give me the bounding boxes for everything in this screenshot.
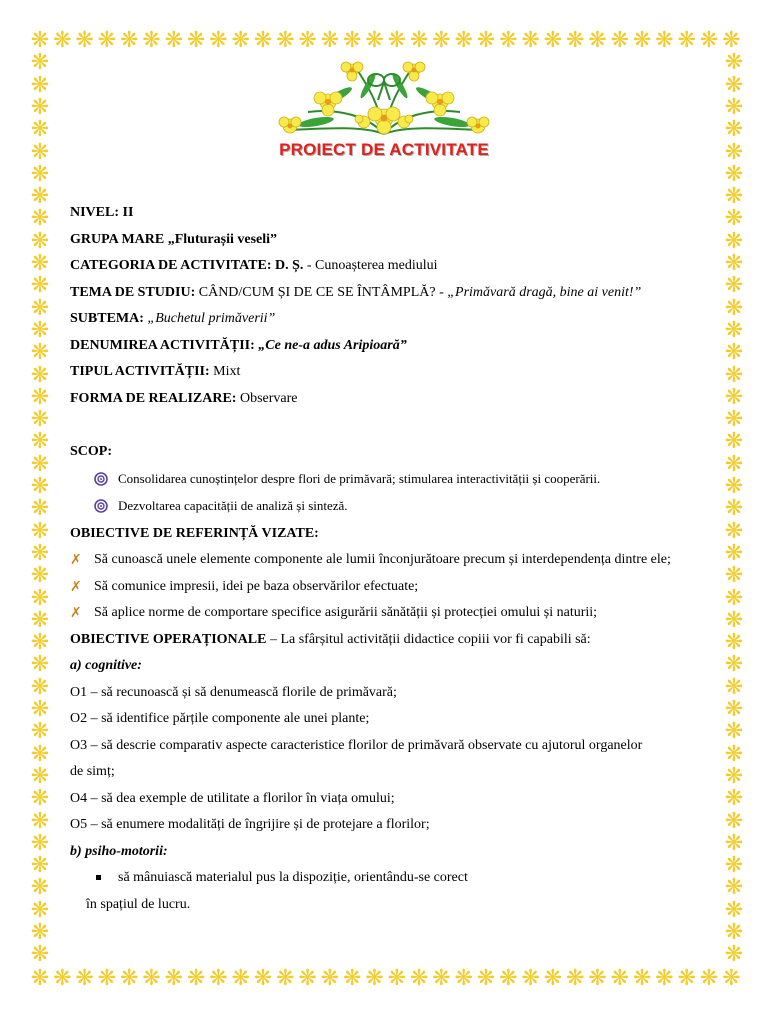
star-border-icon: ❋: [724, 540, 744, 566]
info-grupa: [70, 227, 710, 254]
info-label: SUBTEMA:: [70, 311, 144, 326]
star-border-icon: ❋: [365, 966, 384, 991]
star-border-icon: ❋: [320, 28, 340, 53]
star-border-icon: ❋: [30, 830, 50, 856]
star-border-icon: ❋: [724, 786, 744, 812]
star-border-icon: ❋: [724, 630, 744, 656]
info-label: TEMA DE STUDIU:: [70, 284, 196, 300]
star-border-icon: ❋: [724, 295, 744, 321]
star-border-icon: ❋: [342, 966, 362, 991]
page-title: PROIECT DE ACTIVITATE: [279, 140, 489, 159]
star-border-icon: ❋: [53, 28, 72, 53]
x-bullet-icon: ✗: [70, 605, 82, 621]
star-border-icon: ❋: [30, 920, 50, 945]
star-border-icon: ❋: [75, 28, 94, 53]
star-border-icon: ❋: [588, 28, 607, 53]
star-border-icon: ❋: [724, 897, 744, 923]
star-border-icon: ❋: [387, 28, 407, 53]
star-border-icon: ❋: [30, 407, 50, 433]
star-border-icon: ❋: [30, 273, 50, 299]
star-border-icon: ❋: [30, 362, 50, 388]
star-border-icon: ❋: [724, 741, 744, 767]
star-border-icon: ❋: [276, 966, 295, 991]
star-border-icon: ❋: [53, 966, 72, 991]
info-categoria: [70, 253, 710, 280]
star-border-icon: ❋: [724, 942, 744, 968]
star-border-icon: ❋: [722, 966, 741, 991]
star-border-icon: ❋: [724, 875, 744, 901]
star-border-icon: ❋: [499, 28, 518, 53]
obiectiv-referinta-item: [70, 574, 710, 601]
info-label: NIVEL: II: [70, 205, 134, 220]
star-border-icon: ❋: [724, 518, 744, 544]
obiectiv-referinta-text: Să comunice impresii, idei pe baza observărilor efectuate;: [94, 578, 419, 594]
obiectiv-referinta-text: Să cunoască unele elemente componente ale lumii înconjurătoare precum și interdependența dintre ele;: [94, 552, 671, 567]
info-label: TIPUL ACTIVITĂȚII:: [70, 364, 210, 379]
star-border-icon: ❋: [30, 808, 50, 834]
star-border-icon: ❋: [119, 28, 139, 53]
star-border-icon: ❋: [30, 563, 50, 589]
info-denumirea: [70, 333, 710, 360]
star-border-icon: ❋: [724, 117, 744, 143]
star-border-icon: ❋: [253, 966, 273, 991]
star-border-icon: ❋: [30, 607, 50, 633]
star-border-icon: ❋: [186, 966, 206, 991]
star-border-icon: ❋: [30, 897, 50, 923]
star-border-icon: ❋: [30, 652, 50, 678]
star-border-icon: ❋: [30, 251, 50, 276]
star-border-icon: ❋: [30, 161, 50, 187]
star-border-icon: ❋: [30, 295, 50, 321]
cognitive-item: O1 – să recunoască și să denumească florile de primăvară;: [70, 684, 397, 700]
star-border-icon: ❋: [724, 206, 744, 232]
obiective-referinta-heading: OBIECTIVE DE REFERINȚĂ VIZATE:: [70, 525, 319, 541]
star-border-icon: ❋: [30, 340, 50, 366]
scop-item: [70, 466, 710, 494]
info-nivel: [70, 200, 710, 227]
info-label: CATEGORIA DE ACTIVITATE: D. Ș.: [70, 258, 304, 273]
star-border-icon: ❋: [30, 94, 50, 120]
x-bullet-icon: ✗: [70, 552, 82, 568]
info-value: CÂND/CUM ȘI DE CE SE ÎNTÂMPLĂ? -: [195, 284, 448, 300]
star-border-icon: ❋: [724, 94, 744, 120]
star-border-icon: ❋: [724, 808, 744, 834]
star-border-icon: ❋: [30, 496, 50, 522]
info-tipul: [70, 359, 710, 386]
star-border-icon: ❋: [724, 184, 744, 210]
star-border-icon: ❋: [30, 139, 50, 165]
star-border-icon: ❋: [476, 28, 496, 53]
star-border-icon: ❋: [30, 966, 50, 991]
star-border-icon: ❋: [655, 28, 674, 53]
star-border-icon: ❋: [30, 451, 50, 477]
star-border-icon: ❋: [543, 966, 563, 991]
star-border-icon: ❋: [724, 451, 744, 477]
star-border-icon: ❋: [724, 830, 744, 856]
star-border-icon: ❋: [409, 28, 429, 53]
star-border-icon: ❋: [724, 496, 744, 522]
star-border-icon: ❋: [231, 966, 250, 991]
star-border-icon: ❋: [565, 28, 585, 53]
info-label: DENUMIREA ACTIVITĂȚII:: [70, 337, 255, 353]
star-border-icon: ❋: [454, 28, 473, 53]
x-bullet-icon: ✗: [70, 578, 82, 595]
star-border-icon: ❋: [30, 719, 50, 745]
star-border-icon: ❋: [30, 384, 50, 410]
psiho-motorii-heading: b) psiho-motorii:: [70, 843, 168, 859]
star-border-icon: ❋: [724, 719, 744, 745]
star-border-icon: ❋: [97, 28, 117, 53]
star-border-icon: ❋: [724, 607, 744, 633]
star-border-icon: ❋: [231, 28, 250, 53]
star-border-icon: ❋: [521, 28, 540, 53]
star-border-icon: ❋: [30, 474, 50, 499]
star-border-icon: ❋: [454, 966, 473, 991]
star-border-icon: ❋: [119, 966, 139, 991]
star-border-icon: ❋: [724, 697, 744, 722]
square-bullet-icon: [96, 875, 101, 880]
star-border-icon: ❋: [565, 966, 585, 991]
star-border-icon: ❋: [432, 966, 451, 991]
star-border-icon: ❋: [724, 474, 744, 499]
star-border-icon: ❋: [724, 362, 744, 388]
star-border-icon: ❋: [30, 317, 50, 343]
star-border-icon: ❋: [97, 966, 117, 991]
star-border-icon: ❋: [724, 920, 744, 945]
daffodil-header-image: [268, 56, 500, 140]
cognitive-heading: a) cognitive:: [70, 658, 142, 673]
info-forma: [70, 386, 710, 413]
star-border-icon: ❋: [30, 228, 50, 254]
star-border-icon: ❋: [724, 763, 744, 789]
star-border-icon: ❋: [30, 763, 50, 789]
info-label: FORMA DE REALIZARE:: [70, 390, 237, 406]
star-border-icon: ❋: [724, 853, 744, 879]
star-border-icon: ❋: [724, 429, 744, 455]
star-border-icon: ❋: [30, 630, 50, 656]
star-border-icon: ❋: [30, 875, 50, 901]
info-tema: [70, 280, 710, 307]
cognitive-item: O2 – să identifice părțile componente ale unei plante;: [70, 711, 370, 726]
star-border-icon: ❋: [75, 966, 94, 991]
star-border-icon: ❋: [164, 966, 184, 991]
star-border-icon: ❋: [724, 384, 744, 410]
star-border-icon: ❋: [724, 50, 744, 76]
obiective-operationale-intro: – La sfârșitul activității didactice copiii vor fi capabili să:: [266, 631, 591, 647]
star-border-icon: ❋: [699, 966, 719, 991]
star-border-icon: ❋: [655, 966, 674, 991]
info-extra: „Primăvară dragă, bine ai venit!”: [447, 284, 642, 300]
star-border-icon: ❋: [30, 518, 50, 544]
star-border-icon: ❋: [724, 340, 744, 366]
star-border-icon: ❋: [30, 674, 50, 700]
obiectiv-referinta-text: Să aplice norme de comportare specifice asigurării sănătății și protecției omului și naturii;: [94, 605, 598, 620]
psiho-item-continuation: în spațiul de lucru.: [86, 896, 191, 912]
document-body: [70, 200, 710, 918]
star-border-icon: ❋: [724, 139, 744, 165]
star-border-icon: ❋: [365, 28, 384, 53]
star-border-icon: ❋: [30, 786, 50, 812]
star-border-icon: ❋: [724, 674, 744, 700]
star-border-icon: ❋: [677, 28, 696, 53]
scop-heading: SCOP:: [70, 444, 112, 459]
star-border-icon: ❋: [253, 28, 273, 53]
star-border-icon: ❋: [30, 72, 50, 98]
psiho-item-text: să mânuiască materialul pus la dispoziție, orientându-se corect: [118, 870, 468, 885]
info-subtema: [70, 306, 710, 333]
info-extra: „Buchetul primăverii”: [143, 311, 276, 326]
star-border-icon: ❋: [30, 540, 50, 566]
psiho-item: [70, 865, 710, 892]
cognitive-item: O3 – să descrie comparativ aspecte caracteristice florilor de primăvară observate cu ajutorul organelor: [70, 737, 643, 753]
scop-item-text: Dezvoltarea capacității de analiză și sinteză.: [118, 498, 348, 513]
star-border-icon: ❋: [724, 317, 744, 343]
info-value: Observare: [236, 390, 298, 406]
star-border-icon: ❋: [30, 184, 50, 210]
star-border-icon: ❋: [209, 28, 228, 53]
info-value: - Cunoașterea mediului: [303, 258, 438, 273]
cognitive-item: O4 – să dea exemple de utilitate a florilor în viața omului;: [70, 790, 395, 806]
star-border-icon: ❋: [476, 966, 496, 991]
scop-item: [70, 493, 710, 521]
star-border-icon: ❋: [164, 28, 184, 53]
cognitive-item-continuation: de simț;: [70, 764, 115, 779]
star-border-icon: ❋: [276, 28, 295, 53]
star-border-icon: ❋: [632, 966, 652, 991]
obiective-operationale-heading: [70, 627, 710, 654]
cognitive-item: O5 – să enumere modalități de îngrijire și de protejare a florilor;: [70, 817, 430, 832]
star-border-icon: ❋: [342, 28, 362, 53]
spiral-bullet-icon: [94, 472, 108, 486]
star-border-icon: ❋: [724, 273, 744, 299]
star-border-icon: ❋: [521, 966, 540, 991]
info-value: Mixt: [209, 364, 241, 379]
star-border-icon: ❋: [724, 407, 744, 433]
star-border-icon: ❋: [30, 117, 50, 143]
star-border-icon: ❋: [610, 28, 630, 53]
star-border-icon: ❋: [30, 741, 50, 767]
star-border-icon: ❋: [298, 28, 317, 53]
star-border-icon: ❋: [588, 966, 607, 991]
star-border-icon: ❋: [722, 28, 741, 53]
star-border-icon: ❋: [320, 966, 340, 991]
star-border-icon: ❋: [30, 429, 50, 455]
star-border-icon: ❋: [30, 942, 50, 968]
star-border-icon: ❋: [677, 966, 696, 991]
scop-item-text: Consolidarea cunoștințelor despre flori de primăvară; stimularea interactivității și cooperării.: [118, 470, 601, 486]
star-border-icon: ❋: [142, 28, 161, 53]
spiral-bullet-icon: [94, 499, 108, 513]
obiective-operationale-label: OBIECTIVE OPERAȚIONALE: [70, 631, 267, 647]
star-border-icon: ❋: [610, 966, 630, 991]
star-border-icon: ❋: [30, 585, 50, 611]
star-border-icon: ❋: [186, 28, 206, 53]
star-border-icon: ❋: [30, 50, 50, 76]
star-border-icon: ❋: [30, 28, 50, 53]
star-border-icon: ❋: [30, 853, 50, 879]
obiectiv-referinta-item: [70, 600, 710, 627]
obiectiv-referinta-item: [70, 547, 710, 574]
star-border-icon: ❋: [499, 966, 518, 991]
star-border-icon: ❋: [724, 652, 744, 678]
star-border-icon: ❋: [30, 206, 50, 232]
star-border-icon: ❋: [724, 161, 744, 187]
star-border-icon: ❋: [724, 72, 744, 98]
star-border-icon: ❋: [209, 966, 228, 991]
info-label: GRUPA MARE „Fluturașii veseli”: [70, 231, 278, 247]
star-border-icon: ❋: [724, 585, 744, 611]
star-border-icon: ❋: [298, 966, 317, 991]
star-border-icon: ❋: [543, 28, 563, 53]
star-border-icon: ❋: [724, 563, 744, 589]
star-border-icon: ❋: [724, 251, 744, 276]
star-border-icon: ❋: [387, 966, 407, 991]
star-border-icon: ❋: [724, 228, 744, 254]
star-border-icon: ❋: [30, 697, 50, 722]
star-border-icon: ❋: [409, 966, 429, 991]
star-border-icon: ❋: [432, 28, 451, 53]
star-border-icon: ❋: [142, 966, 161, 991]
star-border-icon: ❋: [699, 28, 719, 53]
info-extra: „Ce ne-a adus Aripioară”: [254, 337, 407, 353]
star-border-icon: ❋: [632, 28, 652, 53]
